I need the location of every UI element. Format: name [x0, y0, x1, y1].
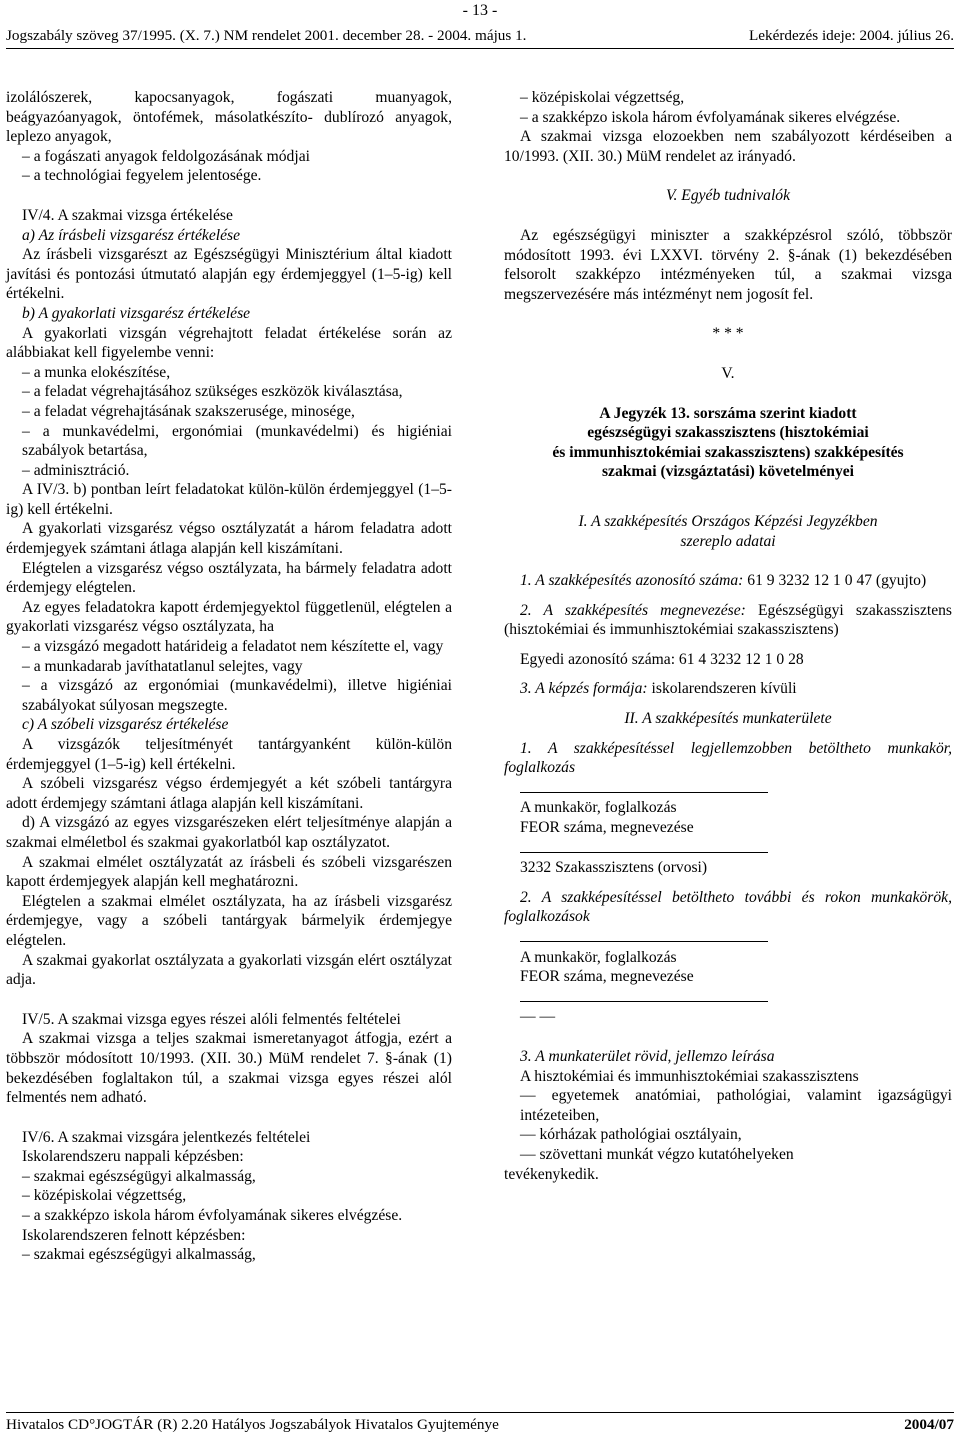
chapter-number: V. — [721, 364, 735, 382]
document-title: egészségügyi szakasszisztens (hisztokémiai — [587, 424, 869, 442]
paragraph: tevékenykedik. — [504, 1165, 599, 1183]
list-item: — szövettani munkát végzo kutatóhelyeken — [520, 1145, 794, 1163]
footer-edition: 2004/07 — [904, 1416, 954, 1433]
field-label: 1. A szakképesítés azonosító száma: — [520, 572, 744, 590]
table-label: A munkakör, foglalkozás — [520, 799, 677, 817]
paragraph: d) A vizsgázó az egyes vizsgarészeken elért teljesítménye alapján a szakmai elméletbol és szakmai gyakorlatból kap osztályzatot. — [6, 814, 452, 851]
left-column — [6, 88, 452, 1265]
paragraph: Az egészségügyi miniszter a szakképzésrol szóló, többször módosított 1993. évi LXXVI. törvény 2. §-ának (1) bekezdésében felsorolt szakképzo intézményeken túl, a szakmai vizsga megszervezésére más intézményt nem jogosít fel. — [504, 226, 952, 303]
field-value: iskolarendszeren kívüli — [651, 680, 797, 698]
section-heading: IV/4. A szakmai vizsga értékelése — [22, 206, 233, 224]
table-label: FEOR száma, megnevezése — [520, 968, 694, 986]
list-item: – adminisztráció. — [22, 461, 130, 479]
list-item: – szakmai egészségügyi alkalmasság, — [22, 1246, 256, 1264]
paragraph: A vizsgázók teljesítményét tantárgyanként külön-külön érdemjeggyel (1–5-ig) kell értékelni. — [6, 736, 452, 773]
list-item: – a munkadarab javíthatatlanul selejtes, vagy — [22, 657, 303, 675]
section-heading: szereplo adatai — [680, 532, 776, 550]
paragraph: Az egyes feladatokra kapott érdemjegyektol függetlenül, elégtelen a gyakorlati vizsgarész végso osztályzata, ha — [6, 598, 452, 636]
separator-stars: * * * — [712, 325, 744, 343]
divider-line — [504, 838, 952, 859]
list-item: – a fogászati anyagok feldolgozásának módjai — [22, 147, 310, 165]
list-item: – a feladat végrehajtásának szakszerusége, minosége, — [22, 402, 355, 420]
list-item: – szakmai egészségügyi alkalmasság, — [22, 1167, 256, 1185]
list-item: – a technológiai fegyelem jelentosége. — [22, 167, 262, 185]
field-label: 3. A képzés formája: — [520, 680, 648, 698]
page-footer — [6, 1412, 954, 1435]
footer-source: Hivatalos CD°JOGTÁR (R) 2.20 Hatályos Jogszabályok Hivatalos Gyujteménye — [6, 1416, 499, 1433]
table-value: — — — [520, 1008, 556, 1026]
paragraph: A szakmai vizsga a teljes szakmai ismeretanyagot átfogja, ezért a többször módosított 10/1993. (XII. 30.) MüM rendelet 7. §-ának (1) bekezdésében foglaltakon túl, a szakmai vizsga egyes részei alól felmentés nem adható. — [6, 1030, 452, 1107]
subsection-heading: b) A gyakorlati vizsgarész értékelése — [22, 304, 251, 322]
paragraph: A szakmai vizsga elozoekben nem szabályozott kérdéseiben a 10/1993. (XII. 30.) MüM rendelet az irányadó. — [504, 128, 952, 165]
field-value: Egészségügyi szakasszisztens (hisztokémiai és immunhisztokémiai szakasszisztens) — [504, 601, 952, 639]
paragraph: A gyakorlati vizsgán végrehajtott feladat értékelése során az alábbiakat kell figyelembe venni: — [6, 324, 452, 362]
field-value: 61 9 3232 12 1 0 47 (gyujto) — [747, 572, 927, 590]
document-title: A Jegyzék 13. sorszáma szerint kiadott — [599, 404, 857, 422]
table-label: FEOR száma, megnevezése — [520, 819, 694, 837]
paragraph: Iskolarendszeru nappali képzésben: — [22, 1148, 244, 1166]
subsection-heading: 3. A munkaterület rövid, jellemzo leírása — [520, 1047, 775, 1065]
list-item: – középiskolai végzettség, — [22, 1187, 187, 1205]
document-title: szakmai (vizsgáztatási) követelményei — [601, 463, 855, 481]
page-header — [6, 26, 954, 49]
list-item: – a vizsgázó az ergonómiai (munkavédelmi), illetve higiéniai szabályokat súlyosan megszegte. — [22, 677, 452, 714]
list-item: – a szakképzo iskola három évfolyamának sikeres elvégzése. — [22, 1207, 403, 1225]
list-item: – a munka elokészítése, — [22, 363, 171, 381]
divider-line — [504, 778, 952, 799]
paragraph: Iskolarendszeren felnott képzésben: — [22, 1226, 246, 1244]
paragraph: A gyakorlati vizsgarész végso osztályzatát a három feladatra adott érdemjegyek számtani átlaga alapján kell kiszámítani. — [6, 520, 452, 558]
section-heading: IV/5. A szakmai vizsga egyes részei alóli felmentés feltételei — [22, 1010, 401, 1028]
section-heading: IV/6. A szakmai vizsgára jelentkezés feltételei — [22, 1128, 311, 1146]
paragraph — [504, 571, 952, 591]
list-item: — kórházak pathológiai osztályain, — [520, 1126, 742, 1144]
subsection-heading: c) A szóbeli vizsgarész értékelése — [22, 716, 229, 734]
list-item: – középiskolai végzettség, — [520, 89, 685, 106]
paragraph: izolálószerek, kapocsanyagok, fogászati muanyagok, beágyazóanyagok, öntofémek, másolatkészíto- dublírozó anyagok, leplezo anyagok, — [6, 89, 452, 146]
list-item: – a munkavédelmi, ergonómiai (munkavédelmi) és higiéniai szabályok betartása, — [22, 422, 452, 460]
list-item: – a feladat végrehajtásához szükséges eszközök kiválasztása, — [22, 383, 403, 401]
subsection-heading: a) Az írásbeli vizsgarész értékelése — [22, 226, 240, 244]
paragraph: Elégtelen a vizsgarész végso osztályzata, ha bármely feladatra adott érdemjegy elégtelen. — [6, 559, 452, 597]
paragraph: Az írásbeli vizsgarészt az Egészségügyi Minisztérium által kiadott javítási és pontozási útmutató alapján egy érdemjeggyel (1–5-ig) kell értékelni. — [6, 246, 452, 303]
section-heading: II. A szakképesítés munkaterülete — [624, 710, 832, 728]
subsection-heading: 2. A szakképesítéssel betöltheto további és rokon munkakörök, foglalkozások — [504, 888, 952, 926]
divider-line — [504, 927, 952, 948]
section-heading: V. Egyéb tudnivalók — [666, 187, 790, 205]
list-item: – a szakképzo iskola három évfolyamának sikeres elvégzése. — [520, 108, 901, 126]
page-number: - 13 - — [462, 2, 498, 19]
table-label: A munkakör, foglalkozás — [520, 948, 677, 966]
table-value: 3232 Szakasszisztens (orvosi) — [520, 859, 708, 877]
list-item: – a vizsgázó megadott határideig a feladatot nem készítette el, vagy — [22, 638, 444, 656]
paragraph: A IV/3. b) pontban leírt feladatokat külön-külön érdemjeggyel (1–5-ig) kell értékelni. — [6, 481, 452, 518]
section-heading: I. A szakképesítés Országos Képzési Jegyzékben — [578, 512, 878, 530]
list-item: — egyetemek anatómiai, pathológiai, valamint igazságügyi intézeteiben, — [520, 1087, 952, 1124]
header-source: Jogszabály szöveg 37/1995. (X. 7.) NM rendelet 2001. december 28. - 2004. május 1. — [6, 27, 527, 44]
paragraph — [504, 679, 952, 699]
divider-line — [504, 987, 952, 1008]
paragraph: Egyedi azonosító száma: 61 4 3232 12 1 0 28 — [520, 650, 804, 668]
header-query-date: Lekérdezés ideje: 2004. július 26. — [749, 27, 954, 44]
paragraph: A szakmai elmélet osztályzatát az írásbeli és szóbeli vizsgarészen kapott érdemjegyek alapján kell meghatározni. — [6, 853, 452, 891]
document-title: és immunhisztokémiai szakasszisztens) szakképesítés — [552, 443, 904, 461]
right-column — [504, 88, 952, 1184]
paragraph: A szakmai gyakorlat osztályzata a gyakorlati vizsgán elért osztályzat adja. — [6, 951, 452, 989]
paragraph: A szóbeli vizsgarész végso érdemjegyét a két szóbeli tantárgyra adott érdemjegy számtani átlaga alapján kell kiszámítani. — [6, 775, 452, 812]
paragraph: A hisztokémiai és immunhisztokémiai szakasszisztens — [520, 1067, 859, 1085]
field-label: 2. A szakképesítés megnevezése: — [520, 601, 746, 619]
subsection-heading: 1. A szakképesítéssel legjellemzobben betöltheto munkakör, foglalkozás — [504, 739, 952, 777]
paragraph — [504, 601, 952, 640]
paragraph: Elégtelen a szakmai elmélet osztályzata, ha az írásbeli vizsgarész érdemjegye, vagy a szóbeli tantárgyak bármelyik érdemjegye elégtelen. — [6, 892, 452, 949]
